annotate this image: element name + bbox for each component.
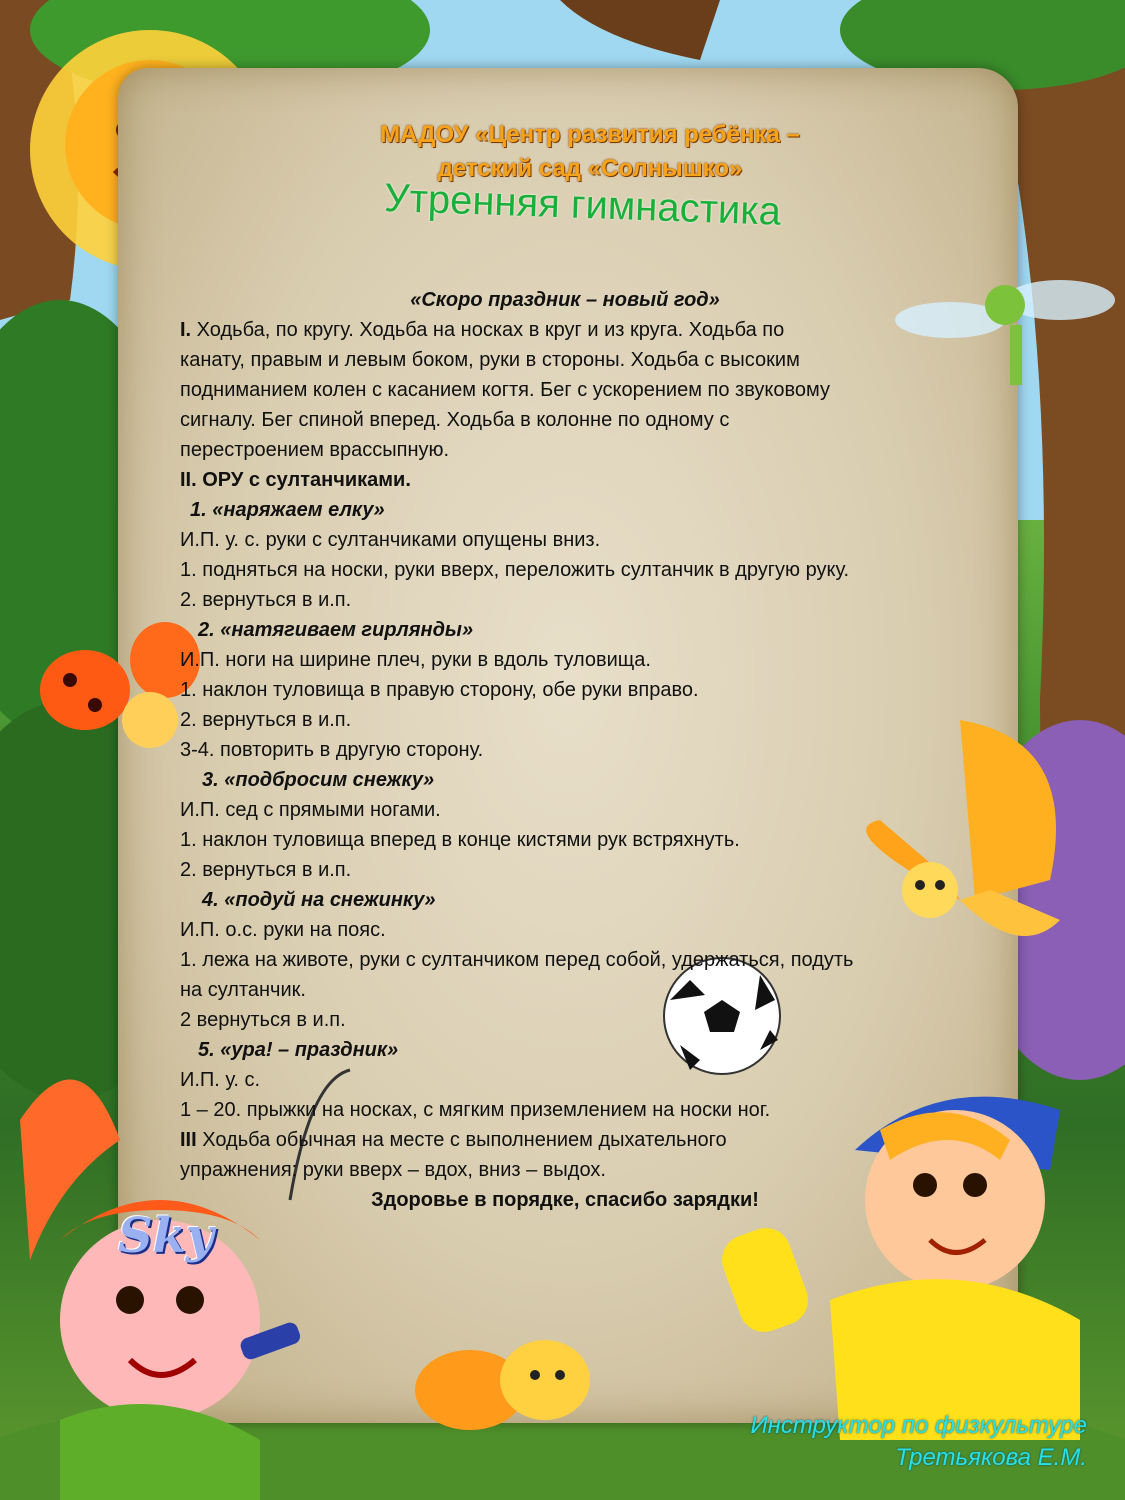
exercise-3-line-3: 2. вернуться в и.п. — [180, 859, 352, 881]
exercise-4-line-1: И.П. о.с. руки на пояс. — [180, 919, 386, 941]
exercise-content — [180, 285, 980, 1215]
exercise-3-line-2: 1. наклон туловища вперед в конце кистями рук встряхнуть. — [180, 829, 740, 851]
exercise-2-line-2: 1. наклон туловища в правую сторону, обе руки вправо. — [180, 679, 699, 701]
exercise-4-title: 4. «подуй на снежинку» — [202, 889, 436, 911]
section-1-line-3: подниманием колен с касанием когтя. Бег с ускорением по звуковому — [180, 379, 830, 401]
section-1-line-1 — [180, 315, 980, 345]
exercise-5-line-2: 1 – 20. прыжки на носках, с мягким приземлением на носки ног. — [180, 1099, 771, 1121]
exercise-2-line-1: И.П. ноги на ширине плеч, руки в вдоль туловища. — [180, 649, 651, 671]
exercise-1-title: 1. «наряжаем елку» — [190, 499, 385, 521]
section-1-number: I. — [180, 319, 192, 341]
exercise-2-title: 2. «натягиваем гирлянды» — [198, 619, 474, 641]
exercise-5-title: 5. «ура! – праздник» — [198, 1039, 399, 1061]
instructor-role: Инструктор по физкультуре — [750, 1412, 1087, 1439]
instructor-signature — [751, 1410, 1088, 1474]
section-1-line-4: сигналу. Бег спиной вперед. Ходьба в колонне по одному с — [180, 409, 730, 431]
exercise-1-line-3: 2. вернуться в и.п. — [180, 589, 352, 611]
closing-slogan: Здоровье в порядке, спасибо зарядки! — [371, 1189, 759, 1211]
ladybug-icon — [40, 622, 200, 748]
bee-icon — [415, 1340, 590, 1430]
sky-logo: Sky — [118, 1208, 214, 1264]
section-2-heading: II. ОРУ с султанчиками. — [180, 469, 411, 491]
exercise-4-line-4: 2 вернуться в и.п. — [180, 1009, 346, 1031]
section-1-line-2: канату, правым и левым боком, руки в стороны. Ходьба с высоким — [180, 349, 800, 371]
exercise-2-line-4: 3-4. повторить в другую сторону. — [180, 739, 484, 761]
theme-title: «Скоро праздник – новый год» — [410, 289, 720, 311]
section-3-text-1: Ходьба обычная на месте с выполнением дыхательного — [196, 1129, 727, 1151]
exercise-1-line-2: 1. подняться на носки, руки вверх, переложить султанчик в другую руку. — [180, 559, 850, 581]
exercise-3-title: 3. «подбросим снежку» — [202, 769, 435, 791]
exercise-2-line-3: 2. вернуться в и.п. — [180, 709, 352, 731]
exercise-4-line-3: на султанчик. — [180, 979, 306, 1001]
exercise-1-line-1: И.П. у. с. руки с султанчиками опущены вниз. — [180, 529, 601, 551]
page-title: Утренняя гимнастика — [383, 176, 782, 234]
section-1-line-5: перестроением врассыпную. — [180, 439, 450, 461]
section-3-line-2: упражнения: руки вверх – вдох, вниз – выдох. — [180, 1159, 606, 1181]
organization-line-1: МАДОУ «Центр развития ребёнка – — [380, 121, 800, 148]
exercise-5-line-1: И.П. у. с. — [180, 1069, 261, 1091]
organization-name — [330, 118, 850, 186]
instructor-name: Третьякова Е.М. — [895, 1444, 1087, 1471]
section-3-number: III — [180, 1129, 197, 1151]
exercise-3-line-1: И.П. сед с прямыми ногами. — [180, 799, 441, 821]
organization-line-2: детский сад «Солнышко» — [437, 155, 743, 182]
section-3-line-1 — [180, 1125, 980, 1155]
exercise-4-line-2: 1. лежа на животе, руки с султанчиком перед собой, удержаться, подуть — [180, 949, 854, 971]
section-1-text-1: Ходьба, по кругу. Ходьба на носках в круг и из круга. Ходьба по — [191, 319, 785, 341]
